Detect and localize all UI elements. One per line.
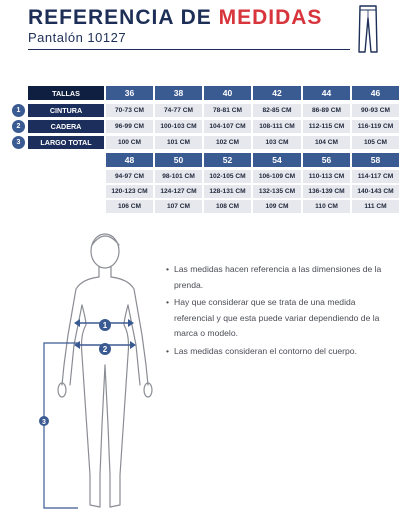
table-cell: 86-89 CM: [303, 104, 350, 117]
notes-list: [166, 262, 396, 361]
table-cell: 140-143 CM: [352, 185, 399, 198]
table-cell: 106-109 CM: [253, 170, 301, 183]
table-cell: 102 CM: [204, 136, 251, 149]
size-header: 42: [253, 86, 301, 100]
table-cell: 82-85 CM: [253, 104, 301, 117]
page-subtitle: Pantalón 10127: [28, 30, 127, 45]
row-label-largo: LARGO TOTAL: [28, 136, 104, 149]
table-cell: 104-107 CM: [204, 120, 251, 133]
table-cell: 103 CM: [253, 136, 301, 149]
hip-indicator: [74, 341, 136, 355]
note-item: [166, 262, 396, 293]
size-header: 38: [155, 86, 202, 100]
hip-badge: 2: [102, 345, 108, 354]
row-badge-largo: 3: [12, 136, 25, 149]
table-cell: 114-117 CM: [352, 170, 399, 183]
table-cell: 94-97 CM: [106, 170, 153, 183]
table-cell: 100-103 CM: [155, 120, 202, 133]
bullet-icon: •: [166, 264, 170, 274]
table-cell: 120-123 CM: [106, 185, 153, 198]
table-cell: 110-113 CM: [303, 170, 350, 183]
table-cell: 108-111 CM: [253, 120, 301, 133]
note-item: [166, 344, 396, 360]
size-header: 36: [106, 86, 153, 100]
table-cell: 105 CM: [352, 136, 399, 149]
note-item: [166, 295, 396, 342]
row-label-cadera: CADERA: [28, 120, 104, 133]
table-cell: 111 CM: [352, 200, 399, 213]
size-header: 52: [204, 153, 251, 167]
page-title: [28, 6, 322, 30]
table-cell: 124-127 CM: [155, 185, 202, 198]
table-cell: 132-135 CM: [253, 185, 301, 198]
body-outline: [58, 234, 152, 507]
note-text: Las medidas hacen referencia a las dimensiones de la prenda.: [174, 264, 382, 290]
table-cell: 107 CM: [155, 200, 202, 213]
size-header: 56: [303, 153, 350, 167]
table-cell: 112-115 CM: [303, 120, 350, 133]
table-cell: 128-131 CM: [204, 185, 251, 198]
size-header: 54: [253, 153, 301, 167]
table-cell: 96-99 CM: [106, 120, 153, 133]
size-header: 46: [352, 86, 399, 100]
size-header: 48: [106, 153, 153, 167]
pants-icon: [356, 4, 380, 54]
corner-label: TALLAS: [28, 86, 104, 100]
table-cell: 109 CM: [253, 200, 301, 213]
bullet-icon: •: [166, 345, 170, 356]
size-header: 40: [204, 86, 251, 100]
length-badge: 3: [42, 419, 46, 426]
title-part-main: REFERENCIA DE: [28, 6, 219, 29]
table-cell: 100 CM: [106, 136, 153, 149]
note-text: Hay que considerar que se trata de una medida referencial y que esta puede variar dependiendo de la marca o modelo.: [174, 297, 380, 338]
table-cell: 74-77 CM: [155, 104, 202, 117]
table-cell: 116-119 CM: [352, 120, 399, 133]
size-header: 50: [155, 153, 202, 167]
note-text: Las medidas consideran el contorno del cuerpo.: [174, 345, 357, 356]
table-cell: 78-81 CM: [204, 104, 251, 117]
table-cell: 136-139 CM: [303, 185, 350, 198]
table-cell: 110 CM: [303, 200, 350, 213]
table-cell: 70-73 CM: [106, 104, 153, 117]
table-cell: 98-101 CM: [155, 170, 202, 183]
table-cell: 101 CM: [155, 136, 202, 149]
body-figure: [0, 225, 170, 518]
size-header: 44: [303, 86, 350, 100]
row-label-cintura: CINTURA: [28, 104, 104, 117]
bullet-icon: •: [166, 297, 170, 307]
row-badge-cadera: 2: [12, 120, 25, 133]
size-header: 58: [352, 153, 399, 167]
table-cell: 90-93 CM: [352, 104, 399, 117]
waist-badge: 1: [102, 321, 108, 330]
table-cell: 104 CM: [303, 136, 350, 149]
table-cell: 108 CM: [204, 200, 251, 213]
table-cell: 106 CM: [106, 200, 153, 213]
title-divider: [28, 49, 350, 50]
table-cell: 102-105 CM: [204, 170, 251, 183]
row-badge-cintura: 1: [12, 104, 25, 117]
title-part-accent: MEDIDAS: [218, 6, 323, 29]
